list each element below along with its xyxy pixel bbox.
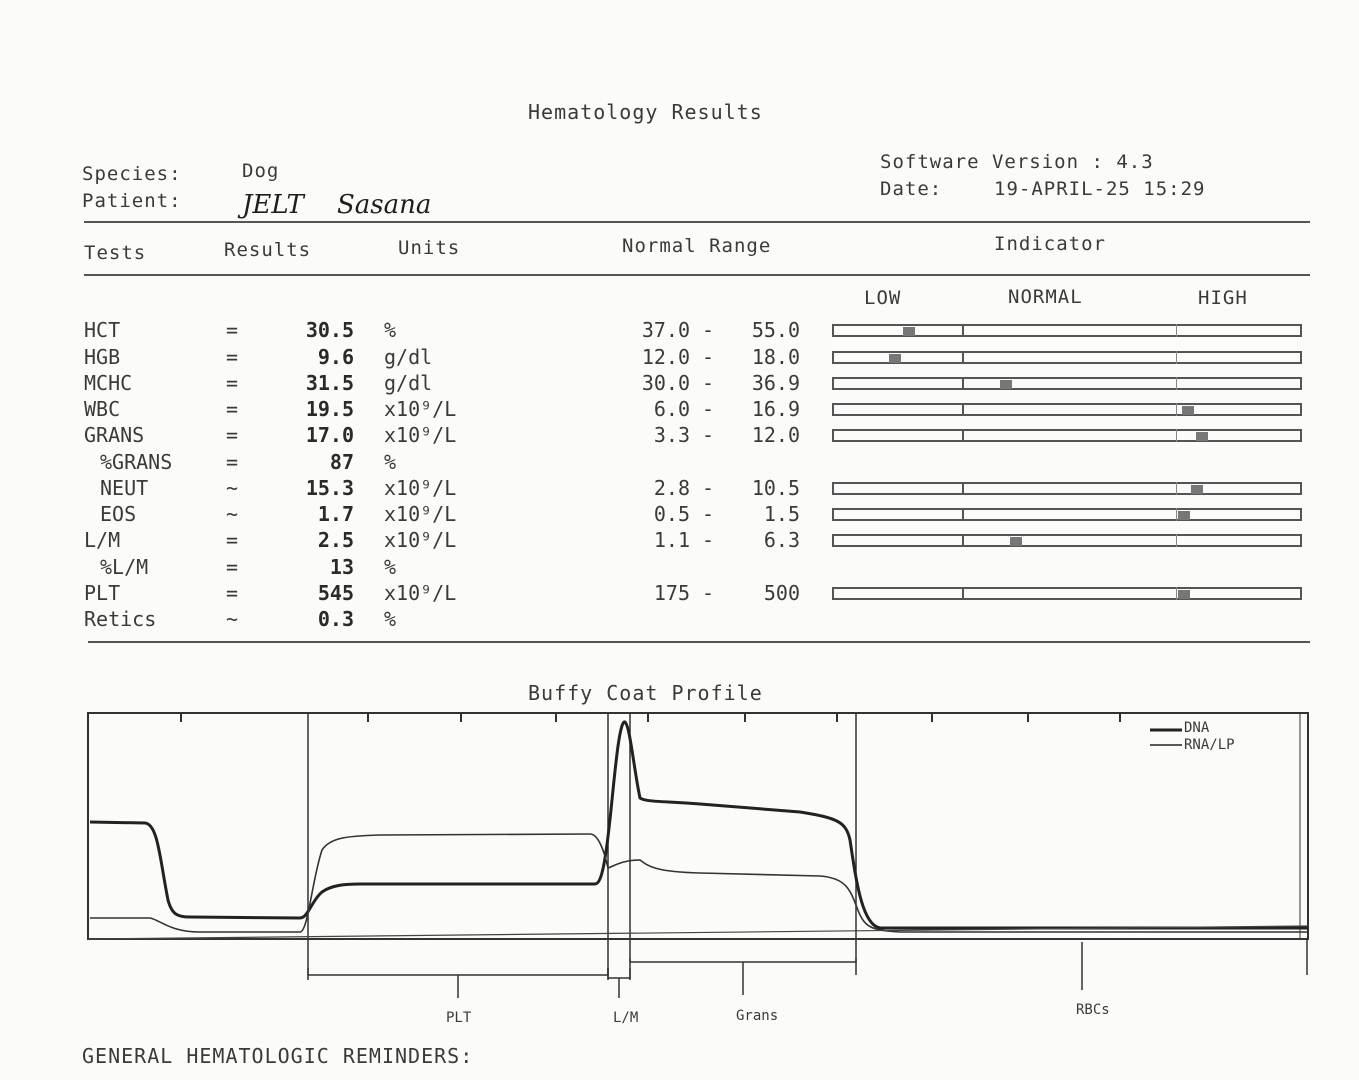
indicator-normal-label: NORMAL bbox=[1008, 286, 1083, 308]
test-unit: x10⁹/L bbox=[384, 502, 457, 526]
test-name: HCT bbox=[84, 318, 121, 342]
region-label-grans: Grans bbox=[736, 1008, 779, 1024]
test-result: 1.7 bbox=[317, 502, 354, 526]
range-high: 55.0 bbox=[751, 318, 800, 342]
col-normal-range: Normal Range bbox=[622, 235, 772, 257]
test-operator: ~ bbox=[226, 607, 239, 631]
test-operator: = bbox=[226, 555, 239, 579]
test-name: PLT bbox=[84, 581, 121, 605]
top-ticks bbox=[181, 713, 1120, 722]
range-high: 18.0 bbox=[751, 345, 800, 369]
col-indicator: Indicator bbox=[994, 233, 1106, 255]
test-result: 31.5 bbox=[305, 371, 354, 395]
range-dash: - bbox=[702, 345, 715, 369]
test-unit: % bbox=[384, 450, 397, 474]
test-unit: % bbox=[384, 607, 397, 631]
range-low: 0.5 bbox=[653, 502, 690, 526]
test-unit: x10⁹/L bbox=[384, 581, 457, 605]
legend-dna: DNA bbox=[1184, 720, 1210, 736]
indicator-high-label: HIGH bbox=[1198, 287, 1248, 309]
col-units: Units bbox=[398, 237, 461, 259]
range-dash: - bbox=[702, 581, 715, 605]
test-unit: x10⁹/L bbox=[384, 423, 457, 447]
test-operator: = bbox=[226, 581, 239, 605]
region-label-rbcs: RBCs bbox=[1076, 1002, 1110, 1018]
test-operator: ~ bbox=[226, 476, 239, 500]
dna-curve bbox=[90, 722, 1308, 928]
test-operator: = bbox=[226, 450, 239, 474]
test-unit: % bbox=[384, 318, 397, 342]
test-unit: g/dl bbox=[384, 345, 433, 369]
test-name: EOS bbox=[100, 502, 137, 526]
test-operator: = bbox=[226, 371, 239, 395]
region-label-lm: L/M bbox=[613, 1010, 639, 1026]
report-title: Hematology Results bbox=[528, 100, 763, 124]
test-result: 9.6 bbox=[317, 345, 354, 369]
test-result: 13 bbox=[329, 555, 354, 579]
patient-name: JELT Sasana bbox=[242, 190, 432, 220]
test-name: %L/M bbox=[100, 555, 149, 579]
test-name: WBC bbox=[84, 397, 121, 421]
range-low: 37.0 bbox=[641, 318, 690, 342]
test-operator: = bbox=[226, 528, 239, 552]
range-low: 30.0 bbox=[641, 371, 690, 395]
test-result: 19.5 bbox=[305, 397, 354, 421]
test-name: GRANS bbox=[84, 423, 145, 447]
test-result: 87 bbox=[329, 450, 354, 474]
range-dash: - bbox=[702, 397, 715, 421]
test-unit: % bbox=[384, 555, 397, 579]
range-high: 10.5 bbox=[751, 476, 800, 500]
region-brackets bbox=[308, 942, 1082, 998]
indicator-low-label: LOW bbox=[864, 287, 902, 309]
test-operator: = bbox=[226, 423, 239, 447]
region-label-plt: PLT bbox=[446, 1010, 472, 1026]
test-unit: x10⁹/L bbox=[384, 397, 457, 421]
range-low: 2.8 bbox=[653, 476, 690, 500]
test-name: %GRANS bbox=[100, 450, 173, 474]
test-result: 17.0 bbox=[305, 423, 354, 447]
range-dash: - bbox=[702, 476, 715, 500]
range-dash: - bbox=[702, 318, 715, 342]
chart-frame bbox=[88, 713, 1308, 939]
range-high: 16.9 bbox=[751, 397, 800, 421]
test-name: MCHC bbox=[84, 371, 133, 395]
test-result: 545 bbox=[317, 581, 354, 605]
species-value: Dog bbox=[242, 160, 280, 182]
range-dash: - bbox=[702, 371, 715, 395]
test-result: 2.5 bbox=[317, 528, 354, 552]
range-low: 3.3 bbox=[653, 423, 690, 447]
test-operator: ~ bbox=[226, 502, 239, 526]
buffy-coat-title: Buffy Coat Profile bbox=[528, 681, 763, 705]
test-operator: = bbox=[226, 397, 239, 421]
test-operator: = bbox=[226, 318, 239, 342]
test-name: L/M bbox=[84, 528, 121, 552]
patient-label: Patient: bbox=[82, 190, 182, 212]
range-high: 6.3 bbox=[763, 528, 800, 552]
test-operator: = bbox=[226, 345, 239, 369]
general-reminders: GENERAL HEMATOLOGIC REMINDERS: bbox=[82, 1044, 474, 1068]
test-name: HGB bbox=[84, 345, 121, 369]
test-name: Retics bbox=[84, 607, 157, 631]
range-high: 500 bbox=[763, 581, 800, 605]
date-label: Date: bbox=[880, 178, 943, 200]
range-dash: - bbox=[702, 528, 715, 552]
test-result: 15.3 bbox=[305, 476, 354, 500]
test-unit: x10⁹/L bbox=[384, 476, 457, 500]
col-tests: Tests bbox=[84, 242, 147, 264]
range-high: 36.9 bbox=[751, 371, 800, 395]
legend-rna-lp: RNA/LP bbox=[1184, 737, 1235, 753]
chart-legend bbox=[1150, 730, 1182, 745]
test-name: NEUT bbox=[100, 476, 149, 500]
range-low: 12.0 bbox=[641, 345, 690, 369]
range-dash: - bbox=[702, 502, 715, 526]
col-results: Results bbox=[224, 239, 312, 261]
range-low: 6.0 bbox=[653, 397, 690, 421]
date-value: 19-APRIL-25 15:29 bbox=[994, 178, 1206, 200]
range-low: 175 bbox=[653, 581, 690, 605]
test-result: 30.5 bbox=[305, 318, 354, 342]
species-label: Species: bbox=[82, 163, 182, 185]
software-version: Software Version : 4.3 bbox=[880, 151, 1154, 173]
range-high: 12.0 bbox=[751, 423, 800, 447]
range-dash: - bbox=[702, 423, 715, 447]
test-unit: g/dl bbox=[384, 371, 433, 395]
range-high: 1.5 bbox=[763, 502, 800, 526]
test-result: 0.3 bbox=[317, 607, 354, 631]
range-low: 1.1 bbox=[653, 528, 690, 552]
test-unit: x10⁹/L bbox=[384, 528, 457, 552]
